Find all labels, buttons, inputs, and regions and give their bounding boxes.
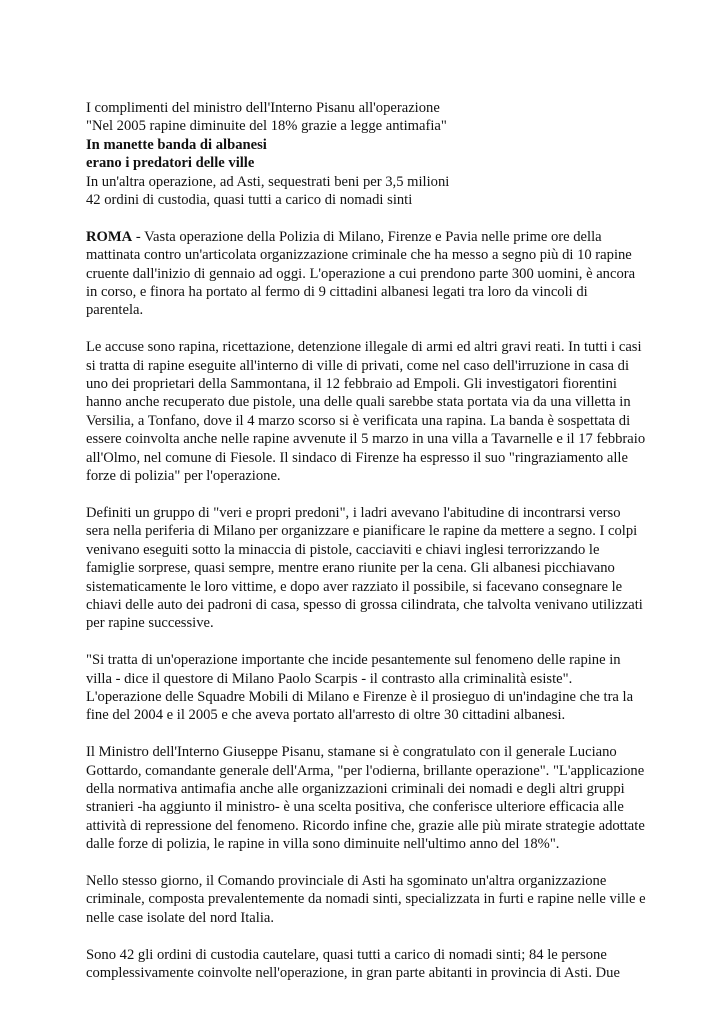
headline-line-2: erano i predatori delle ville: [86, 155, 255, 172]
headline-line-1: In manette banda di albanesi: [86, 136, 267, 153]
dateline: ROMA: [86, 228, 133, 245]
article-header: [86, 99, 646, 209]
article-paragraph-5: Il Ministro dell'Interno Giuseppe Pisanu, stamane si è congratulato con il generale Luciano Gottardo, comandante generale dell'Arma, "per l'odierna, brillante operazione". "L'applicazione della normativa antimafia anche alle organizzazioni criminali dei nomadi e degli altri gruppi stranieri -ha aggiunto il ministro- è una scelta positiva, che conferisce ulteriore efficacia alle attività di repressione del fenomeno. Ricordo infine che, grazie alle più mirate strategie adottate dalle forze di polizia, le rapine in villa sono diminuite nell'ultimo anno del 18%".: [86, 744, 645, 853]
kicker-quote-line: "Nel 2005 rapine diminuite del 18% grazie a legge antimafia": [86, 118, 447, 135]
document-page: [86, 99, 646, 1001]
kicker-line: I complimenti del ministro dell'Interno Pisanu all'operazione: [86, 100, 440, 116]
article-paragraph-2: Le accuse sono rapina, ricettazione, detenzione illegale di armi ed altri gravi reati. In tutti i casi si tratta di rapine eseguite all'interno di ville di privati, come nel caso dell'irruzione in casa di uno dei proprietari della Sammontana, il 12 febbraio ad Empoli. Gli investigatori fiorentini hanno anche recuperato due pistole, una delle quali sarebbe stata portata via da una villetta in Versilia, a Tonfano, dove il 4 marzo scorso si è verificata una rapina. La banda è sospettata di essere coinvolta anche nelle rapine avvenute il 5 marzo in una villa a Tavarnelle e il 17 febbraio all'Olmo, nel comune di Fiesole. Il sindaco di Firenze ha espresso il suo "ringraziamento alle forze di polizia" per l'operazione.: [86, 339, 646, 485]
article-paragraph-3: Definiti un gruppo di "veri e propri predoni", i ladri avevano l'abitudine di incontrarsi verso sera nella periferia di Milano per organizzare e pianificare le rapine da mettere a segno. I colpi venivano eseguiti sotto la minaccia di pistole, cacciaviti e chiavi inglesi terrorizzando le famiglie sorprese, quasi sempre, mentre erano riunite per la cena. Gli albanesi picchiavano sistematicamente le loro vittime, e dopo aver razziato il possibile, si facevano consegnare le chiavi delle auto dei padroni di casa, spesso di grossa cilindrata, che talvolta venivano utilizzati per rapine successive.: [86, 504, 643, 632]
article-paragraph-7: Sono 42 gli ordini di custodia cautelare, quasi tutti a carico di nomadi sinti; 84 le persone complessivamente coinvolte nell'operazione, in gran parte abitanti in provincia di Asti. Due: [86, 946, 620, 981]
subheadline-line-1: In un'altra operazione, ad Asti, sequestrati beni per 3,5 milioni: [86, 173, 450, 190]
article-paragraph-6: Nello stesso giorno, il Comando provinciale di Asti ha sgominato un'altra organizzazione criminale, composta prevalentemente da nomadi sinti, specializzata in furti e rapine nelle ville e nelle case isolate del nord Italia.: [86, 872, 646, 926]
paragraph-text: - Vasta operazione della Polizia di Milano, Firenze e Pavia nelle prime ore della mattinata contro un'articolata organizzazione criminale che ha messo a segno più di 10 rapine cruente dall'inizio di gennaio ad oggi. L'operazione a cui prendono parte 300 uomini, è ancora in corso, e finora ha portato al fermo di 9 cittadini albanesi legati tra loro da vincoli di parentela.: [86, 228, 636, 319]
subheadline-line-2: 42 ordini di custodia, quasi tutti a carico di nomadi sinti: [86, 192, 413, 209]
article-paragraph-4: "Si tratta di un'operazione importante che incide pesantemente sul fenomeno delle rapine in villa - dice il questore di Milano Paolo Scarpis - il contrasto alla criminalità esiste". L'operazione delle Squadre Mobili di Milano e Firenze è il prosieguo di un'indagine che tra la fine del 2004 e il 2005 e che aveva portato all'arresto di oltre 30 cittadini albanesi.: [86, 652, 634, 724]
article-paragraph-1: [86, 228, 646, 320]
